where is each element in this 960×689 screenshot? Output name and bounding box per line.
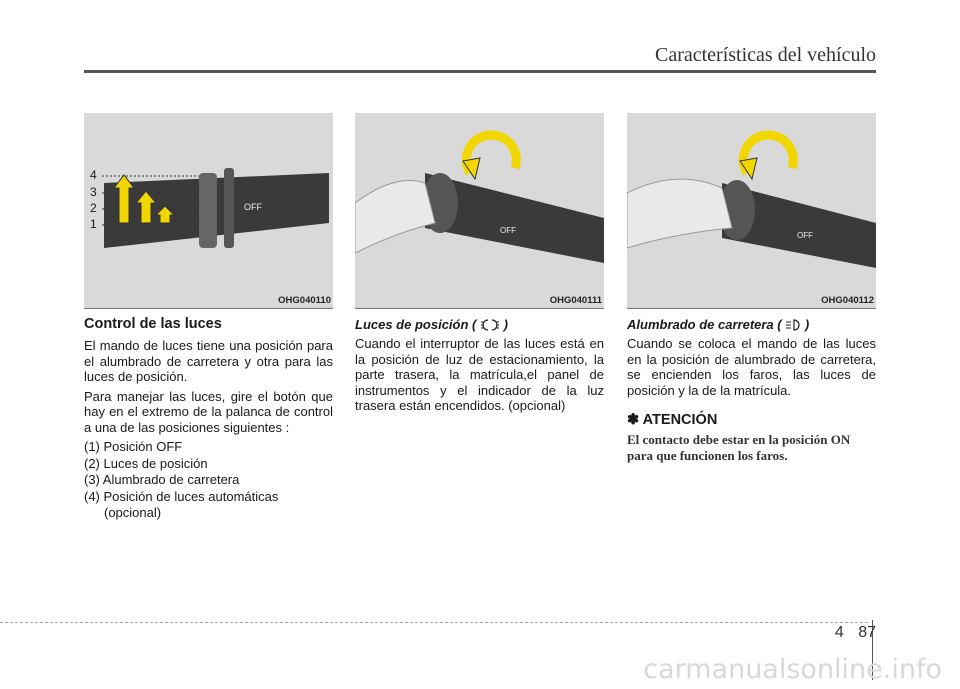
headlight-icon (785, 318, 801, 332)
list-item: (2) Luces de posición (84, 455, 208, 471)
figure-headlights (627, 113, 876, 308)
hand-rotating-switch-illustration (355, 113, 604, 308)
list-item: (4) Posición de luces automáticas (opcional) (84, 488, 279, 520)
position-number-4: 4 (90, 168, 97, 182)
page-header-title: Características del vehículo (654, 44, 876, 66)
header-rule (84, 70, 876, 73)
light-stalk-illustration (84, 113, 333, 308)
footer-dashed-line (0, 622, 868, 623)
figure-code: OHG040110 (278, 295, 331, 306)
figure-position-lights (355, 113, 604, 308)
subtitle-text: Alumbrado de carretera ( (627, 317, 782, 332)
hand-rotating-switch-illustration (627, 113, 876, 308)
position-number-2: 2 (90, 201, 97, 215)
paragraph: El mando de luces tiene una posición para el alumbrado de carretera y otra para las luces de posición. (84, 338, 333, 384)
page-number-value: 87 (858, 624, 876, 641)
position-number-1: 1 (90, 217, 97, 231)
subtitle-suffix: ) (804, 317, 810, 332)
column-position-lights (355, 113, 604, 418)
list-item: (3) Alumbrado de carretera (84, 472, 240, 487)
figure-code: OHG040112 (821, 295, 874, 306)
attention-title: ✽ ATENCIÓN (627, 412, 718, 428)
positions-list (84, 439, 333, 522)
column-light-control (84, 113, 333, 522)
svg-text:OFF: OFF (244, 202, 262, 212)
section-subtitle (355, 317, 604, 332)
page-number (835, 624, 876, 642)
subtitle-text: Luces de posición ( (355, 317, 477, 332)
column-headlights (627, 113, 876, 463)
figure-rule (84, 308, 333, 309)
figure-rule (627, 308, 876, 309)
list-item: (1) Posición OFF (84, 439, 183, 454)
paragraph: Para manejar las luces, gire el botón que hay en el extremo de la palanca de control a una de las posiciones siguientes : (84, 388, 333, 435)
attention-text: El contacto debe estar en la posición ON para que funcionen los faros. (627, 432, 851, 463)
watermark: carmanualsonline.info (643, 654, 942, 685)
svg-text:OFF: OFF (797, 231, 813, 240)
section-subtitle (627, 317, 876, 332)
parking-light-icon (480, 318, 500, 332)
paragraph: Cuando se coloca el mando de las luces en la posición de alumbrado de carretera, se encienden los faros, las luces de posición y la de la matrícula. (627, 336, 876, 398)
section-number: 4 (834, 624, 844, 641)
figure-light-switch-positions (84, 113, 333, 308)
figure-rule (355, 308, 604, 309)
position-number-3: 3 (90, 185, 97, 199)
figure-code: OHG040111 (549, 295, 602, 306)
subtitle-suffix: ) (503, 317, 508, 332)
paragraph: Cuando el interruptor de las luces está en la posición de luz de estacionamiento, la parte trasera, la matrícula,el panel de instrumentos y el indicador de la luz trasera están encendidos. (opcional) (355, 336, 604, 413)
section-title: Control de las luces (84, 316, 222, 332)
svg-text:OFF: OFF (500, 226, 516, 235)
